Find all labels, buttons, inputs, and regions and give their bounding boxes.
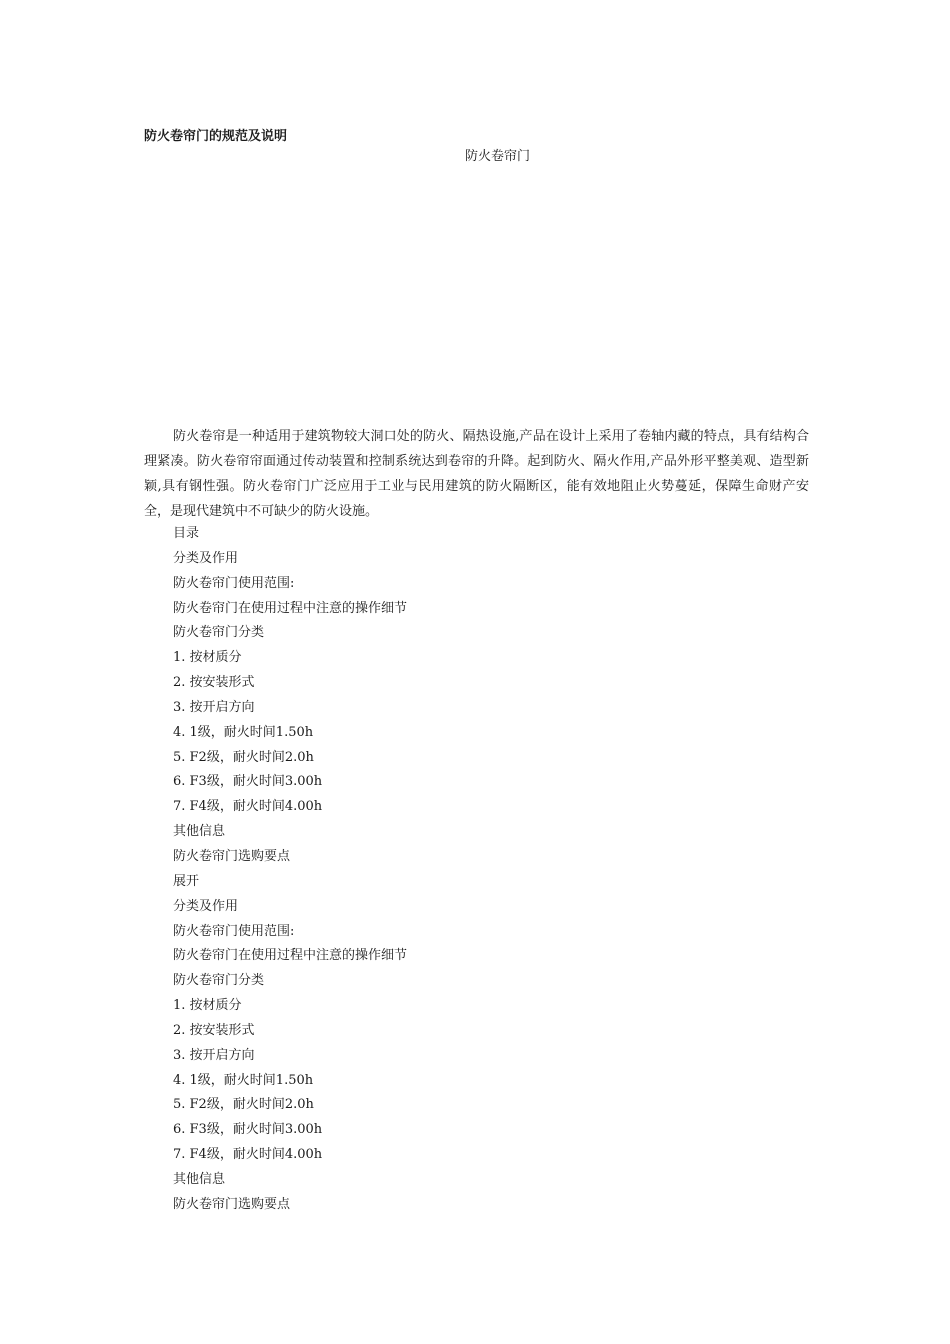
toc-line: 6. F3级，耐火时间3.00h: [173, 1122, 323, 1138]
toc-line: 展开: [173, 873, 200, 889]
toc-line: 5. F2级，耐火时间2.0h: [173, 1097, 314, 1113]
image-caption: 防火卷帘门: [465, 149, 531, 164]
toc-line: 7. F4级，耐火时间4.00h: [173, 1147, 323, 1163]
toc-line: 2. 按安装形式: [173, 675, 255, 691]
toc-line: 目录: [173, 526, 200, 541]
page-title: 防火卷帘门的规范及说明: [144, 129, 288, 144]
table-of-contents: [173, 522, 407, 1218]
toc-line: 防火卷帘门在使用过程中注意的操作细节: [173, 600, 408, 616]
toc-line: 防火卷帘门使用范围:: [173, 575, 295, 591]
toc-line: 1. 按材质分: [173, 650, 242, 666]
intro-paragraph: 防火卷帘是一种适用于建筑物较大洞口处的防火、隔热设施,产品在设计上采用了卷轴内藏的特点，具有结构合理紧凑。防火卷帘帘面通过传动装置和控制系统达到卷帘的升降。起到防火、隔火作用,产品外形平整美观、造型新颖,具有钢性强。防火卷帘门广泛应用于工业与民用建筑的防火隔断区，能有效地阻止火势蔓延，保障生命财产安全，是现代建筑中不可缺少的防火设施。: [144, 429, 809, 519]
toc-line: 4. 1级，耐火时间1.50h: [173, 1072, 314, 1088]
toc-line: 3. 按开启方向: [173, 699, 255, 715]
toc-line: 分类及作用: [173, 898, 239, 914]
toc-line: 3. 按开启方向: [173, 1047, 255, 1063]
toc-line: 分类及作用: [173, 550, 239, 566]
image-placeholder: [144, 172, 809, 412]
toc-line: 防火卷帘门使用范围:: [173, 923, 295, 939]
toc-line: 防火卷帘门在使用过程中注意的操作细节: [173, 948, 408, 964]
toc-line: 防火卷帘门分类: [173, 973, 265, 989]
toc-line: 其他信息: [173, 1171, 226, 1187]
toc-line: 其他信息: [173, 824, 226, 840]
toc-line: 5. F2级，耐火时间2.0h: [173, 749, 314, 765]
toc-line: 2. 按安装形式: [173, 1022, 255, 1038]
toc-line: 4. 1级，耐火时间1.50h: [173, 724, 314, 740]
toc-line: 7. F4级，耐火时间4.00h: [173, 799, 323, 815]
toc-line: 防火卷帘门分类: [173, 625, 265, 641]
toc-line: 防火卷帘门选购要点: [173, 1196, 291, 1212]
toc-line: 6. F3级，耐火时间3.00h: [173, 774, 323, 790]
toc-line: 防火卷帘门选购要点: [173, 848, 291, 864]
toc-line: 1. 按材质分: [173, 998, 242, 1014]
